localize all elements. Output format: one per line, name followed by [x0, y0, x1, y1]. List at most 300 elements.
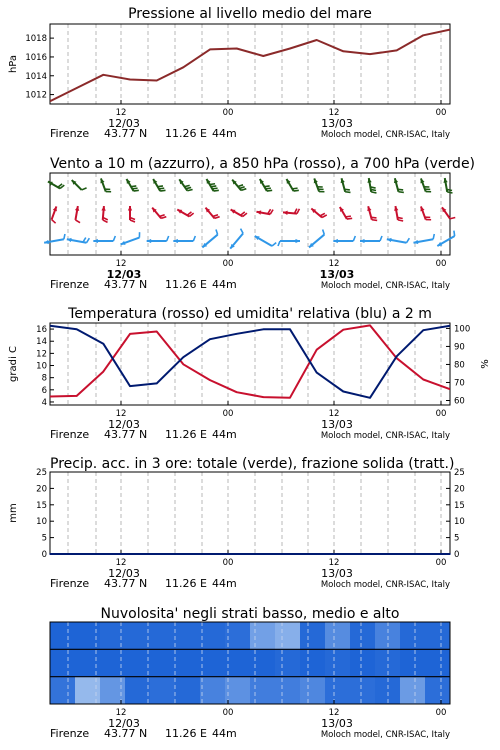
- cloud-cell-medio: [125, 649, 151, 676]
- location-lon: 11.26 E: [165, 727, 207, 740]
- wind-arrow-10m: [413, 234, 434, 244]
- precip-y-right-tick-label: 10: [454, 517, 465, 528]
- wind-barb: [264, 186, 269, 187]
- wind-arrow-700: [443, 178, 452, 193]
- wind-barb: [52, 220, 56, 224]
- wind-barb: [266, 188, 271, 189]
- wind-arrow-10m: [121, 232, 140, 245]
- cloud-cell-basso: [50, 677, 76, 704]
- precip-line-point: [423, 553, 425, 555]
- rh-ylabel: %: [480, 359, 491, 369]
- x-tick-label: 12: [115, 259, 127, 269]
- rh-y-tick-label: 80: [454, 360, 465, 371]
- pressure-line-point: [316, 39, 318, 41]
- cloud-cell-basso: [125, 677, 151, 704]
- clouds-chart: [0, 600, 500, 750]
- wind-arrow-850: [394, 206, 403, 221]
- wind-barb: [134, 190, 139, 191]
- wind-barb: [398, 189, 403, 190]
- wind-arrow-head: [314, 178, 318, 183]
- temperature-line-point: [183, 364, 185, 366]
- temp-y-tick-label: 6: [41, 385, 47, 396]
- humidity-line-point: [236, 333, 238, 335]
- precip-y-right-tick-label: 0: [454, 550, 460, 560]
- rh-y-tick-label: 60: [454, 396, 465, 407]
- pressure-line-point: [49, 100, 51, 102]
- x-tick-label: 12: [115, 708, 127, 718]
- wind-title: Vento a 10 m (azzurro), a 850 hPa (rosso), a 700 hPa (verde): [50, 156, 476, 172]
- wind-barb: [347, 218, 352, 219]
- precip-y-tick-label: 10: [36, 517, 47, 528]
- model-credit: Moloch model, CNR-ISAC, Italy: [320, 130, 450, 140]
- pressure-line-point: [103, 74, 105, 76]
- humidity-line-point: [49, 325, 51, 327]
- wind-arrow-700: [72, 180, 87, 190]
- wind-barb: [297, 209, 299, 214]
- temperature-line-point: [76, 395, 78, 397]
- precip-line-point: [289, 553, 291, 555]
- precip-y-right-tick-label: 5: [454, 533, 460, 544]
- rh-y-tick-label: 90: [454, 342, 465, 353]
- humidity-line-point: [449, 325, 451, 327]
- location-alt: 44m: [212, 127, 237, 140]
- humidity-line-point: [76, 329, 78, 331]
- humidity-line-point: [209, 338, 211, 340]
- cloud-cell-alto: [325, 622, 351, 649]
- wind-barb: [240, 187, 245, 189]
- wind-barb: [397, 217, 402, 218]
- wind-barb: [160, 215, 165, 217]
- wind-barb: [87, 238, 90, 243]
- cloud-cell-basso: [75, 677, 101, 704]
- cloud-cell-alto: [200, 622, 226, 649]
- wind-arrow-850: [231, 210, 247, 217]
- cloud-cell-alto: [50, 622, 76, 649]
- wind-arrow-10m: [437, 231, 454, 246]
- wind-arrow-850: [52, 206, 57, 223]
- x-tick-label: 12: [115, 409, 127, 419]
- wind-arrow-10m: [173, 236, 195, 243]
- wind-barb: [210, 184, 215, 185]
- plot-frame: [50, 472, 450, 554]
- location-alt: 44m: [212, 428, 237, 441]
- pressure-line-point: [156, 80, 158, 82]
- precip-line-point: [76, 553, 78, 555]
- x-tick-label: 12: [328, 708, 340, 718]
- wind-barb: [132, 188, 137, 189]
- wind-panel: [0, 150, 500, 300]
- cloud-cell-alto: [400, 622, 426, 649]
- humidity-line-point: [369, 397, 371, 399]
- pressure-y-tick-label: 1014: [25, 71, 47, 82]
- cloud-cell-basso: [300, 677, 326, 704]
- temperature-line-point: [156, 331, 158, 333]
- x-tick-label: 00: [435, 259, 447, 269]
- wind-arrow-850: [283, 209, 299, 215]
- wind-arrow-10m: [255, 236, 277, 246]
- cloud-cell-basso: [325, 677, 351, 704]
- wind-arrow-850: [420, 206, 431, 219]
- location-lon: 11.26 E: [165, 428, 207, 441]
- precip-line-point: [263, 553, 265, 555]
- wind-arrow-head: [420, 178, 424, 183]
- temp-y-tick-label: 10: [36, 361, 47, 372]
- wind-arrow-850: [75, 206, 80, 223]
- cloud-cell-medio: [300, 649, 326, 676]
- wind-arrow-10m: [333, 236, 355, 243]
- wind-arrow-10m: [67, 238, 90, 243]
- wind-arrow-850: [206, 208, 220, 219]
- pressure-line-point: [396, 50, 398, 52]
- precip-line-point: [343, 553, 345, 555]
- precip-line-point: [449, 553, 451, 555]
- wind-arrow-head: [420, 206, 424, 211]
- temp-series-group: [49, 325, 451, 399]
- temperature-line-point: [289, 397, 291, 399]
- wind-barb: [241, 229, 244, 234]
- pressure-line: [50, 30, 450, 102]
- x-tick-label: 00: [435, 409, 447, 419]
- cloud-cell-medio: [350, 649, 376, 676]
- date-label: 12/03: [108, 418, 140, 431]
- temp-y-tick-label: 4: [41, 397, 47, 408]
- location-lon: 11.26 E: [165, 127, 207, 140]
- wind-barb: [398, 220, 403, 221]
- wind-arrow-700: [314, 178, 325, 191]
- precip-y-tick-label: 0: [41, 550, 47, 560]
- location-city: Firenze: [50, 278, 90, 291]
- cloud-cell-alto: [75, 622, 101, 649]
- pressure-line-point: [449, 29, 451, 31]
- wind-barb: [64, 234, 65, 239]
- wind-arrow-head: [121, 241, 126, 245]
- wind-barb: [371, 192, 376, 193]
- wind-arrow-850: [442, 207, 455, 218]
- precip-title: Precip. acc. in 3 ore: totale (verde), frazione solida (tratt.): [50, 456, 455, 472]
- pressure-line-point: [209, 49, 211, 51]
- pressure-title: Pressione al livello medio del mare: [128, 6, 372, 22]
- location-lat: 43.77 N: [104, 127, 148, 140]
- wind-barb: [75, 220, 80, 223]
- wind-barb: [212, 188, 217, 189]
- humidity-line-point: [156, 383, 158, 385]
- date-label: 13/03: [319, 268, 355, 281]
- temp-y-tick-label: 8: [41, 373, 47, 384]
- wind-barb: [323, 229, 325, 234]
- precip-panel: [0, 450, 500, 600]
- temperature-line-point: [449, 388, 451, 390]
- pressure-series-group: [49, 29, 451, 102]
- cloud-cell-medio: [200, 649, 226, 676]
- wind-barb: [216, 229, 218, 234]
- cloud-cell-medio: [225, 649, 251, 676]
- humidity-line-point: [129, 385, 131, 387]
- wind-arrow-700: [341, 178, 351, 192]
- model-credit: Moloch model, CNR-ISAC, Italy: [320, 580, 450, 590]
- cloud-cell-medio: [150, 649, 176, 676]
- wind-arrow-850: [177, 210, 193, 217]
- cloud-cell-basso: [400, 677, 426, 704]
- cloud-cell-medio: [175, 649, 201, 676]
- model-credit: Moloch model, CNR-ISAC, Italy: [320, 281, 450, 291]
- date-label: 13/03: [321, 567, 353, 580]
- cloud-cell-medio: [250, 649, 276, 676]
- date-label: 13/03: [321, 418, 353, 431]
- cloud-cell-basso: [425, 677, 451, 704]
- wind-arrow-10m: [147, 236, 169, 243]
- location-city: Firenze: [50, 727, 90, 740]
- plot-frame: [50, 323, 450, 405]
- temperature-line-point: [263, 396, 265, 398]
- wind-arrow-10m: [93, 236, 115, 243]
- location-city: Firenze: [50, 428, 90, 441]
- date-label: 12/03: [106, 268, 142, 281]
- precip-y-right-tick-label: 25: [454, 468, 465, 478]
- wind-arrow-850: [311, 209, 326, 218]
- precip-line-point: [209, 553, 211, 555]
- cloud-cell-basso: [150, 677, 176, 704]
- cloud-cell-basso: [175, 677, 201, 704]
- wind-barb: [371, 189, 376, 190]
- cloud-cell-alto: [175, 622, 201, 649]
- wind-arrow-head: [283, 211, 288, 215]
- wind-barb: [294, 190, 299, 191]
- wind-arrow-850: [256, 209, 273, 215]
- wind-arrow-700: [100, 178, 111, 191]
- wind-arrow-700: [260, 179, 272, 191]
- precip-line-point: [129, 553, 131, 555]
- humidity-line-point: [289, 329, 291, 331]
- location-lat: 43.77 N: [104, 577, 148, 590]
- cloud-cell-basso: [250, 677, 276, 704]
- cloud-cell-medio: [400, 649, 426, 676]
- wind-arrow-head: [101, 206, 105, 211]
- temperature-line-point: [49, 396, 51, 398]
- x-tick-label: 12: [328, 259, 340, 269]
- x-tick-label: 00: [222, 558, 234, 568]
- x-tick-label: 12: [115, 558, 127, 568]
- temperature-line-point: [209, 379, 211, 381]
- cloud-cell-alto: [100, 622, 126, 649]
- humidity-line-point: [183, 356, 185, 358]
- wind-barb: [113, 236, 115, 241]
- wind-arrow-850: [128, 206, 135, 222]
- date-label: 13/03: [321, 717, 353, 730]
- humidity-line-point: [423, 329, 425, 331]
- pressure-y-tick-label: 1016: [25, 52, 47, 63]
- clouds-panel: [0, 600, 500, 750]
- wind-arrow-700: [287, 179, 299, 191]
- precip-line-point: [49, 553, 51, 555]
- cloud-cell-basso: [200, 677, 226, 704]
- precip-line-point: [396, 553, 398, 555]
- pressure-line-point: [369, 53, 371, 55]
- wind-barb: [398, 192, 403, 193]
- wind-barb: [211, 186, 216, 187]
- location-alt: 44m: [212, 278, 237, 291]
- precip-y-tick-label: 25: [36, 468, 47, 478]
- x-tick-label: 12: [328, 108, 340, 118]
- wind-arrow-head: [295, 239, 300, 243]
- wind-barb: [238, 185, 243, 187]
- pressure-line-point: [289, 48, 291, 50]
- temp-y-tick-label: 14: [36, 337, 47, 348]
- temperature-line-point: [423, 379, 425, 381]
- location-city: Firenze: [50, 577, 90, 590]
- pressure-line-point: [343, 50, 345, 52]
- cloud-cell-alto: [225, 622, 251, 649]
- date-label: 13/03: [321, 117, 353, 130]
- location-lat: 43.77 N: [104, 428, 148, 441]
- cloud-cell-medio: [325, 649, 351, 676]
- wind-arrow-head: [173, 239, 178, 243]
- precip-y-right-tick-label: 20: [454, 484, 465, 495]
- cloud-cell-alto: [350, 622, 376, 649]
- wind-arrow-700: [367, 178, 376, 193]
- date-label: 12/03: [108, 567, 140, 580]
- temperature-line-point: [129, 333, 131, 335]
- x-tick-label: 12: [328, 409, 340, 419]
- wind-barb: [278, 241, 280, 246]
- location-lon: 11.26 E: [165, 278, 207, 291]
- wind-barb: [186, 187, 191, 188]
- pressure-y-tick-label: 1012: [25, 90, 47, 101]
- location-lat: 43.77 N: [104, 727, 148, 740]
- x-tick-label: 12: [328, 558, 340, 568]
- temperature-line-point: [103, 371, 105, 373]
- wind-arrow-head: [53, 206, 57, 211]
- rh-y-tick-label: 70: [454, 378, 465, 389]
- precip-y-tick-label: 15: [36, 500, 47, 511]
- wind-barb: [345, 192, 350, 193]
- cloud-cell-medio: [50, 649, 76, 676]
- wind-barb: [272, 243, 276, 246]
- wind-arrow-10m: [202, 229, 217, 247]
- wind-barb: [130, 220, 135, 222]
- location-lon: 11.26 E: [165, 577, 207, 590]
- wind-barb: [214, 217, 219, 219]
- precip-line-point: [369, 553, 371, 555]
- temp-rh-title: Temperatura (rosso) ed umidita' relativa (blu) a 2 m: [68, 306, 432, 322]
- rh-y-tick-label: 100: [454, 324, 471, 335]
- wind-barb: [214, 190, 219, 191]
- plot-frame: [50, 173, 450, 255]
- temperature-line: [50, 325, 450, 397]
- wind-arrow-700: [232, 180, 246, 191]
- location-lat: 43.77 N: [104, 278, 148, 291]
- temperature-line-point: [343, 329, 345, 331]
- pressure-ylabel: hPa: [8, 54, 19, 74]
- wind-barb: [370, 187, 375, 188]
- cloud-cell-medio: [275, 649, 301, 676]
- x-tick-label: 00: [435, 108, 447, 118]
- wind-barb: [103, 220, 108, 222]
- wind-barb: [82, 188, 87, 190]
- wind-arrow-head: [100, 178, 104, 183]
- wind-barb: [193, 236, 195, 241]
- x-tick-label: 00: [435, 558, 447, 568]
- pressure-line-point: [76, 87, 78, 89]
- pressure-line-point: [183, 66, 185, 68]
- precip-line-point: [156, 553, 158, 555]
- cloud-cell-medio: [75, 649, 101, 676]
- temp-y-tick-label: 12: [36, 349, 47, 360]
- pressure-panel: [0, 0, 500, 150]
- pressure-line-point: [423, 34, 425, 36]
- humidity-line-point: [103, 343, 105, 345]
- temp-rh-chart: [0, 300, 500, 450]
- wind-barb: [372, 220, 377, 221]
- humidity-line-point: [343, 391, 345, 393]
- wind-arrow-850: [101, 206, 107, 222]
- clouds-title: Nuvolosita' negli strati basso, medio e alto: [100, 606, 400, 622]
- x-tick-label: 00: [222, 409, 234, 419]
- cloud-cell-alto: [125, 622, 151, 649]
- wind-barb: [447, 189, 452, 190]
- wind-barb: [158, 186, 163, 187]
- precip-line-point: [316, 553, 318, 555]
- wind-barb: [344, 189, 349, 190]
- model-credit: Moloch model, CNR-ISAC, Italy: [320, 431, 450, 441]
- cloud-cell-basso: [100, 677, 126, 704]
- wind-arrow-10m: [309, 229, 324, 247]
- wind-barb: [353, 236, 355, 241]
- cloud-cell-alto: [150, 622, 176, 649]
- wind-barb: [187, 190, 192, 191]
- wind-chart: [0, 150, 500, 300]
- wind-barb: [450, 218, 455, 219]
- date-label: 12/03: [108, 717, 140, 730]
- wind-barb: [433, 234, 434, 239]
- wind-arrow-head: [147, 239, 152, 243]
- location-city: Firenze: [50, 127, 90, 140]
- x-tick-label: 00: [222, 708, 234, 718]
- wind-arrow-700: [127, 179, 139, 191]
- wind-barb: [447, 192, 452, 193]
- wind-barb: [131, 186, 136, 187]
- wind-arrow-700: [207, 179, 219, 191]
- temp-y-tick-label: 16: [36, 325, 47, 336]
- cloud-cell-medio: [425, 649, 451, 676]
- precip-chart: [0, 450, 500, 600]
- x-tick-label: 00: [222, 259, 234, 269]
- precip-ylabel: mm: [8, 503, 19, 523]
- wind-arrow-700: [179, 179, 192, 190]
- cloud-cell-alto: [300, 622, 326, 649]
- cloud-cell-basso: [350, 677, 376, 704]
- wind-barb: [407, 238, 410, 243]
- temp-rh-panel: [0, 300, 500, 450]
- wind-arrow-10m: [230, 229, 243, 249]
- wind-barb: [167, 236, 169, 241]
- pressure-chart: [0, 0, 500, 150]
- pressure-line-point: [263, 55, 265, 57]
- wind-barb: [184, 185, 189, 186]
- wind-barb: [160, 190, 165, 191]
- wind-arrow-10m: [387, 238, 410, 243]
- precip-y-tick-label: 5: [41, 533, 47, 544]
- humidity-line-point: [316, 372, 318, 374]
- x-tick-label: 00: [435, 708, 447, 718]
- wind-arrow-head: [128, 206, 132, 211]
- wind-arrow-700: [420, 178, 431, 191]
- wind-arrow-10m: [278, 239, 300, 246]
- cloud-cell-alto: [250, 622, 276, 649]
- wind-arrow-850: [340, 207, 352, 219]
- humidity-line-point: [396, 356, 398, 358]
- x-tick-label: 00: [222, 108, 234, 118]
- temperature-line-point: [316, 349, 318, 351]
